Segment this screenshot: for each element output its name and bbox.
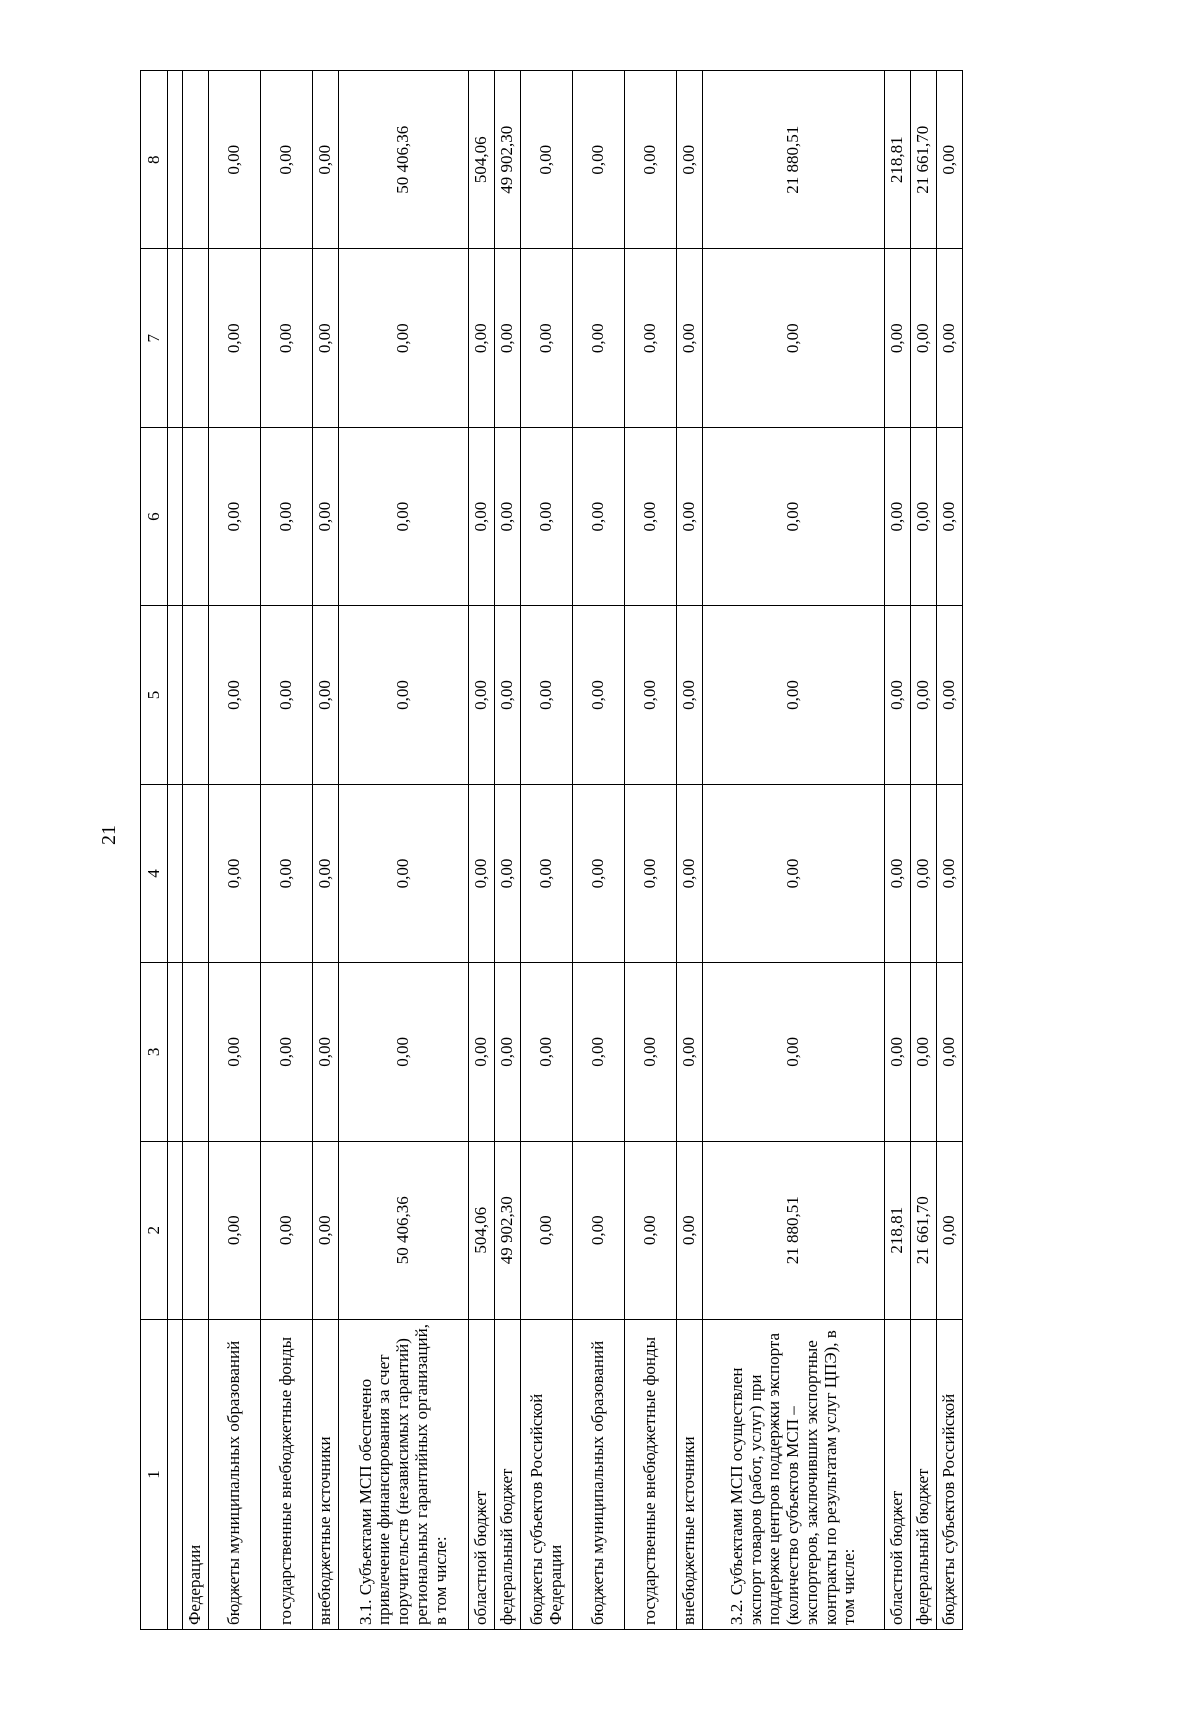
cell-col-8: 0,00 [677, 71, 703, 249]
cell-col-4 [183, 784, 209, 962]
cell-col-2 [183, 1141, 209, 1319]
column-header-8: 8 [141, 71, 168, 249]
row-label: государственные внебюджетные фонды [261, 1320, 313, 1630]
cell-col-6: 0,00 [625, 427, 677, 605]
table-row [521, 71, 573, 1630]
cell-col-5: 0,00 [885, 606, 911, 784]
cell-col-4: 0,00 [625, 784, 677, 962]
cell-col-7: 0,00 [911, 249, 937, 427]
row-label: федеральный бюджет [911, 1320, 937, 1630]
table-row [469, 71, 495, 1630]
cell-col-4: 0,00 [911, 784, 937, 962]
cell-col-6: 0,00 [209, 427, 261, 605]
row-label: бюджеты субъектов Российской Федерации [521, 1320, 573, 1630]
cell-col-6: 0,00 [703, 427, 885, 605]
column-header-7: 7 [141, 249, 168, 427]
cell-col-7: 0,00 [885, 249, 911, 427]
cell-col-6: 0,00 [313, 427, 339, 605]
cell-col-2: 21 880,51 [703, 1141, 885, 1319]
cell-col-3: 0,00 [911, 963, 937, 1141]
cell-col-4: 0,00 [339, 784, 469, 962]
row-label: государственные внебюджетные фонды [625, 1320, 677, 1630]
cell-col-7 [183, 249, 209, 427]
cell-col-5: 0,00 [521, 606, 573, 784]
cell-col-7: 0,00 [495, 249, 521, 427]
cell-col-4: 0,00 [313, 784, 339, 962]
cell-col-4: 0,00 [261, 784, 313, 962]
cell-col-6: 0,00 [261, 427, 313, 605]
cell-col-5: 0,00 [261, 606, 313, 784]
cell-col-6: 0,00 [521, 427, 573, 605]
cell-col-7: 0,00 [573, 249, 625, 427]
cell-col-6: 0,00 [469, 427, 495, 605]
row-label: бюджеты муниципальных образований [209, 1320, 261, 1630]
table-row [911, 71, 937, 1630]
cell-col-8: 50 406,36 [339, 71, 469, 249]
column-header-5: 5 [141, 606, 168, 784]
cell-col-5: 0,00 [339, 606, 469, 784]
cell-col-4: 0,00 [573, 784, 625, 962]
cell-col-8: 21 661,70 [911, 71, 937, 249]
cell-col-5: 0,00 [625, 606, 677, 784]
cell-col-5: 0,00 [703, 606, 885, 784]
cell-col-3: 0,00 [937, 963, 963, 1141]
cell-col-8 [183, 71, 209, 249]
cell-col-2: 50 406,36 [339, 1141, 469, 1319]
budget-table-frame [140, 70, 960, 1630]
cell-col-6: 0,00 [495, 427, 521, 605]
cell-col-4: 0,00 [677, 784, 703, 962]
cell-col-2: 0,00 [625, 1141, 677, 1319]
table-body [141, 71, 963, 1630]
row-label: внебюджетные источники [677, 1320, 703, 1630]
cell-col-3: 0,00 [521, 963, 573, 1141]
cell-col-5: 0,00 [573, 606, 625, 784]
cell-col-7: 0,00 [625, 249, 677, 427]
cell-col-7: 0,00 [469, 249, 495, 427]
cell-col-3: 0,00 [495, 963, 521, 1141]
cell-col-6: 0,00 [911, 427, 937, 605]
cell-col-2: 0,00 [521, 1141, 573, 1319]
cell-col-2: 0,00 [313, 1141, 339, 1319]
cell-col-4: 0,00 [209, 784, 261, 962]
cell-col-2: 0,00 [937, 1141, 963, 1319]
cell-col-3: 0,00 [261, 963, 313, 1141]
cell-col-2: 218,81 [885, 1141, 911, 1319]
cell-col-6 [183, 427, 209, 605]
cell-col-3: 0,00 [339, 963, 469, 1141]
column-header-6: 6 [141, 427, 168, 605]
cell-col-4: 0,00 [885, 784, 911, 962]
cell-col-3: 0,00 [885, 963, 911, 1141]
cell-col-3: 0,00 [677, 963, 703, 1141]
cell-col-8: 0,00 [261, 71, 313, 249]
cell-col-8: 218,81 [885, 71, 911, 249]
cell-col-3: 0,00 [209, 963, 261, 1141]
table-row [677, 71, 703, 1630]
table-row [625, 71, 677, 1630]
table-row [183, 71, 209, 1630]
cell-col-8: 0,00 [313, 71, 339, 249]
row-label: федеральный бюджет [495, 1320, 521, 1630]
table-row [937, 71, 963, 1630]
cell-col-2: 0,00 [573, 1141, 625, 1319]
row-label: 3.2. Субъектами МСП осуществлен экспорт товаров (работ, услуг) при поддержке центров поддержки экспорта (количество субъектов МСП – экспортеров, заключивших экспортные контракты по результатам услуг ЦПЭ), в том числе: [703, 1320, 885, 1630]
row-label: внебюджетные источники [313, 1320, 339, 1630]
table-row [495, 71, 521, 1630]
cell-col-2: 0,00 [209, 1141, 261, 1319]
cell-col-5: 0,00 [677, 606, 703, 784]
cell-col-5 [183, 606, 209, 784]
cell-col-4: 0,00 [521, 784, 573, 962]
cell-col-4: 0,00 [703, 784, 885, 962]
page-number: 21 [98, 825, 120, 845]
row-label: 3.1. Субъектами МСП обеспечено привлечение финансирования за счет поручительств (независимых гарантий) региональных гарантийных организаций, в том числе: [339, 1320, 469, 1630]
cell-col-7: 0,00 [313, 249, 339, 427]
cell-col-3: 0,00 [625, 963, 677, 1141]
cell-col-7: 0,00 [937, 249, 963, 427]
table-row [703, 71, 885, 1630]
table-row [339, 71, 469, 1630]
row-label: областной бюджет [885, 1320, 911, 1630]
cell-col-7: 0,00 [339, 249, 469, 427]
cell-col-4: 0,00 [469, 784, 495, 962]
cell-col-6: 0,00 [573, 427, 625, 605]
column-header-4: 4 [141, 784, 168, 962]
cell-col-7: 0,00 [677, 249, 703, 427]
cell-col-5: 0,00 [209, 606, 261, 784]
cell-col-3: 0,00 [313, 963, 339, 1141]
cell-col-5: 0,00 [911, 606, 937, 784]
column-header-3: 3 [141, 963, 168, 1141]
cell-col-7: 0,00 [261, 249, 313, 427]
cell-col-3: 0,00 [469, 963, 495, 1141]
cell-col-3 [183, 963, 209, 1141]
cell-col-8: 504,06 [469, 71, 495, 249]
cell-col-8: 0,00 [625, 71, 677, 249]
cell-col-8: 21 880,51 [703, 71, 885, 249]
cell-col-8: 0,00 [937, 71, 963, 249]
cell-col-2: 49 902,30 [495, 1141, 521, 1319]
cell-col-5: 0,00 [469, 606, 495, 784]
table-row [209, 71, 261, 1630]
cell-col-3: 0,00 [703, 963, 885, 1141]
cell-col-3: 0,00 [573, 963, 625, 1141]
cell-col-2: 0,00 [261, 1141, 313, 1319]
cell-col-2: 21 661,70 [911, 1141, 937, 1319]
cell-col-6: 0,00 [339, 427, 469, 605]
table-row [313, 71, 339, 1630]
row-label: областной бюджет [469, 1320, 495, 1630]
cell-col-5: 0,00 [495, 606, 521, 784]
cell-col-5: 0,00 [313, 606, 339, 784]
spacer-row [168, 71, 183, 1630]
header-row [141, 71, 168, 1630]
cell-col-4: 0,00 [937, 784, 963, 962]
cell-col-8: 0,00 [521, 71, 573, 249]
row-label: бюджеты субъектов Российской [937, 1320, 963, 1630]
cell-col-8: 49 902,30 [495, 71, 521, 249]
row-label: бюджеты муниципальных образований [573, 1320, 625, 1630]
budget-table [140, 70, 963, 1630]
cell-col-8: 0,00 [573, 71, 625, 249]
cell-col-2: 0,00 [677, 1141, 703, 1319]
table-row [573, 71, 625, 1630]
cell-col-2: 504,06 [469, 1141, 495, 1319]
column-header-1: 1 [141, 1320, 168, 1630]
table-row [885, 71, 911, 1630]
cell-col-6: 0,00 [677, 427, 703, 605]
cell-col-5: 0,00 [937, 606, 963, 784]
row-label: Федерации [183, 1320, 209, 1630]
table-row [261, 71, 313, 1630]
cell-col-7: 0,00 [521, 249, 573, 427]
cell-col-8: 0,00 [209, 71, 261, 249]
cell-col-6: 0,00 [937, 427, 963, 605]
cell-col-6: 0,00 [885, 427, 911, 605]
cell-col-7: 0,00 [209, 249, 261, 427]
column-header-2: 2 [141, 1141, 168, 1319]
cell-col-7: 0,00 [703, 249, 885, 427]
cell-col-4: 0,00 [495, 784, 521, 962]
